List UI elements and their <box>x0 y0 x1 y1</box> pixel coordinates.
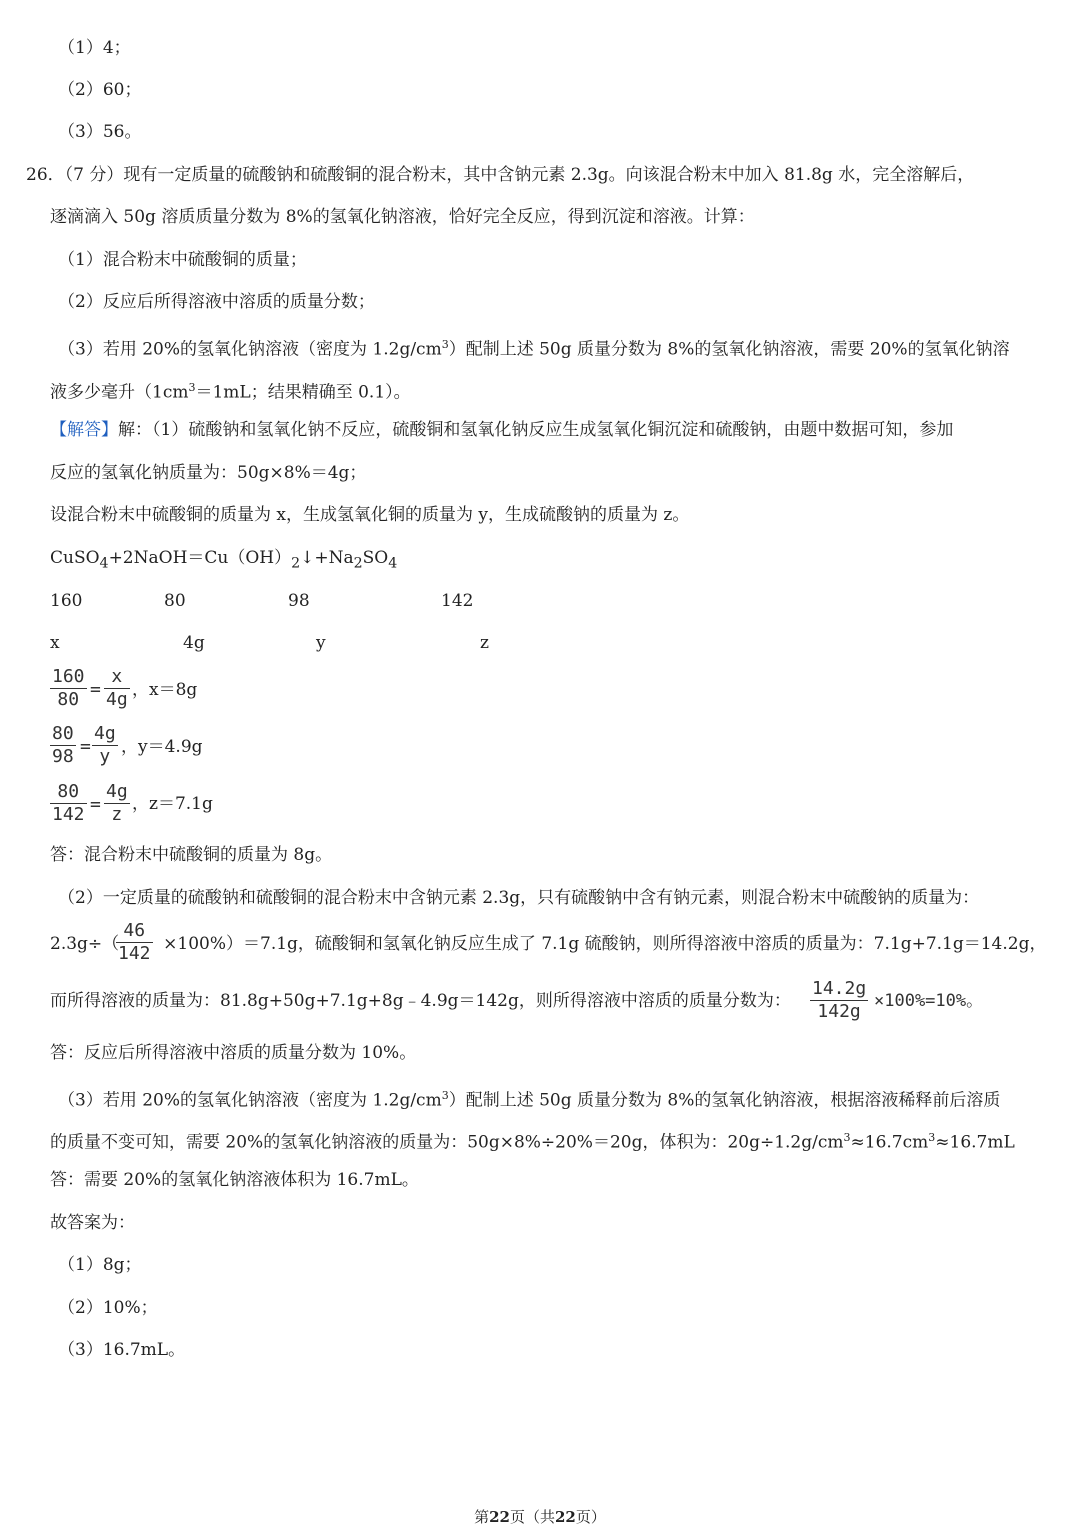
question-sub-1: （1）混合粉末中硫酸铜的质量； <box>58 250 307 270</box>
sodium-fraction: $\frac{46}{142}$ <box>118 920 151 964</box>
ratio-3-right: $\frac{4g}{z}$ <box>106 781 128 825</box>
question-sub-3-cont: 液多少毫升（$1cm^3=1mL$；结果精确至 0.1）。 <box>50 381 411 403</box>
answer-1: 答：混合粉末中硫酸铜的质量为 8g。 <box>50 845 333 865</box>
prev-answer-3: （3）56。 <box>58 122 142 142</box>
solution-paragraph-5: 而所得溶液的质量为：81.8g+50g+7.1g+8g﹣4.9g＝142g，则所得溶液中溶质的质量分数为： <box>50 991 791 1011</box>
solution-paragraph-1-cont: 反应的氢氧化钠质量为：50g×8%＝4g； <box>50 463 367 483</box>
final-answer-1: （1）8g； <box>58 1255 142 1275</box>
solution-paragraph-3: （2）一定质量的硫酸钠和硫酸铜的混合粉末中含钠元素 2.3g，只有硫酸钠中含有钠元素，则混合粉末中硫酸钠的质量为： <box>58 888 980 908</box>
ratio-2-equals: = <box>80 736 91 757</box>
ratio-3-left: $\frac{80}{142}$ <box>52 781 85 825</box>
final-answer-3: （3）16.7mL。 <box>58 1340 186 1360</box>
ratio-1-left: $\frac{160}{80}$ <box>52 666 85 710</box>
molar-mass-4: 142 <box>441 591 474 611</box>
molar-mass-2: 80 <box>164 591 186 611</box>
ratio-1-right: $\frac{x}{4g}$ <box>106 666 128 710</box>
final-answer-label: 故答案为： <box>50 1213 135 1233</box>
prev-answer-1: （1）4； <box>58 38 131 58</box>
ratio-3-equals: = <box>90 794 101 815</box>
question-line-1: 26．（7 分）现有一定质量的硫酸钠和硫酸铜的混合粉末，其中含钠元素 2.3g。向该混合粉末中加入 81.8g 水，完全溶解后， <box>26 165 975 185</box>
answer-3: 答：需要 20%的氢氧化钠溶液体积为 16.7mL。 <box>50 1170 419 1190</box>
page-number: 22 <box>489 1508 510 1526</box>
unknown-2: 4g <box>183 633 205 653</box>
mass-fraction: $\frac{14.2g}{142g}$ <box>812 978 867 1022</box>
solution-paragraph-6: （3）若用 20%的氢氧化钠溶液（密度为 $1.2g/cm^3$）配制上述 50g 质量分数为 8%的氢氧化钠溶液，根据溶液稀释前后溶质 <box>58 1089 1001 1111</box>
answer-2: 答：反应后所得溶液中溶质的质量分数为 10%。 <box>50 1043 417 1063</box>
ratio-3-result: ，z＝7.1g <box>132 794 213 814</box>
mass-fraction-result: ×100%=10%。 <box>874 991 984 1011</box>
question-sub-3: （3）若用 20%的氢氧化钠溶液（密度为 $1.2g/cm^3$）配制上述 50g 质量分数为 8%的氢氧化钠溶液，需要 20%的氢氧化钠溶 <box>58 338 1010 360</box>
page-total: 22 <box>555 1508 576 1526</box>
ratio-2-left: $\frac{80}{98}$ <box>52 723 74 767</box>
ratio-2-right: $\frac{4g}{y}$ <box>94 723 116 767</box>
chemical-equation: $CuSO_4+2NaOH=Cu(OH)_2↓+Na_2SO_4$ <box>50 548 398 572</box>
solution-paragraph-4: 2.3g÷（ ×100%）＝7.1g，硫酸铜和氢氧化钠反应生成了 7.1g 硫酸钠，则所得溶液中溶质的质量为：7.1g+7.1g＝14.2g， <box>50 934 1047 954</box>
solution-paragraph-2: 设混合粉末中硫酸铜的质量为 x，生成氢氧化铜的质量为 y，生成硫酸钠的质量为 z。 <box>50 505 690 525</box>
solution-paragraph-7: 的质量不变可知，需要 20%的氢氧化钠溶液的质量为：50g×8%÷20%＝20g，体积为：$20g\div 1.2g/cm^3\approx 16.7cm^3\approx 16.7mL$ <box>50 1131 1015 1153</box>
molar-mass-1: 160 <box>50 591 83 611</box>
ratio-1-equals: = <box>90 679 101 700</box>
unknown-1: x <box>50 633 60 653</box>
solution-paragraph-1: 【解答】解：（1）硫酸钠和氢氧化钠不反应，硫酸铜和氢氧化钠反应生成氢氧化铜沉淀和硫酸钠，由题中数据可知，参加 <box>50 420 954 440</box>
ratio-2-result: ，y＝4.9g <box>121 737 203 757</box>
final-answer-2: （2）10%； <box>58 1298 158 1318</box>
unknown-3: y <box>316 633 326 653</box>
unknown-4: z <box>480 633 489 653</box>
answer-tag: 【解答】 <box>50 420 118 440</box>
page-footer: 第22页（共22页） <box>474 1508 606 1526</box>
prev-answer-2: （2）60； <box>58 80 142 100</box>
molar-mass-3: 98 <box>288 591 310 611</box>
question-sub-2: （2）反应后所得溶液中溶质的质量分数； <box>58 292 375 312</box>
question-line-2: 逐滴滴入 50g 溶质质量分数为 8%的氢氧化钠溶液，恰好完全反应，得到沉淀和溶液。计算： <box>50 207 755 227</box>
ratio-1-result: ，x＝8g <box>132 680 198 700</box>
